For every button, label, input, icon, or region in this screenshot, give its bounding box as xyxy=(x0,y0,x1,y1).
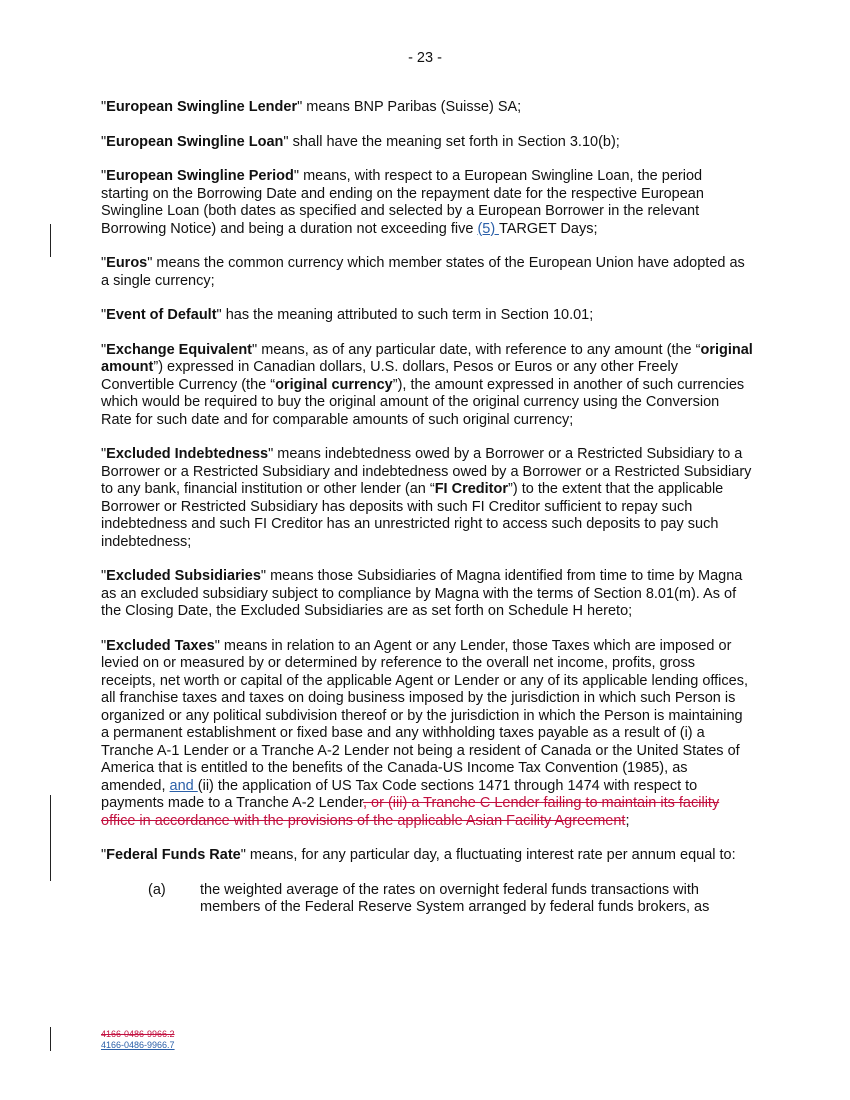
deleted-text: , or (iii) a Tranche C Lender failing to maintain its facility office in accordance with the provisions of the applicable Asian Facility Agreement xyxy=(101,795,720,829)
quote: " xyxy=(240,847,246,863)
change-bar xyxy=(50,1027,51,1051)
quote: " xyxy=(101,168,107,184)
document-id-inserted: 4166-0486-9966.7 xyxy=(101,1040,175,1050)
quote: " xyxy=(216,307,222,323)
quote: " xyxy=(147,255,153,271)
definition-event-of-default xyxy=(101,307,753,325)
quote: " xyxy=(297,99,303,115)
definition-text: ”), the amount expressed in another of such currencies which would be required to buy the original amount of the original currency using the Conversion Rate for such date and for comparable amounts of such original currency; xyxy=(101,376,745,428)
quote: " xyxy=(214,637,220,654)
quote: " xyxy=(101,341,107,358)
definition-text: means those Subsidiaries of Magna identified from time to time by Magna as an excluded subsidiary subject to compliance by Magna with the terms of Section 8.01(m). As of the Closing Date, the Excluded Subsidiaries are as set forth on Schedule H hereto; xyxy=(101,568,743,619)
definition-excluded-subsidiaries xyxy=(101,568,753,621)
defined-term: Exchange Equivalent xyxy=(106,341,253,358)
quote: " xyxy=(283,133,289,150)
list-item-label: (a) xyxy=(148,881,166,898)
quote: " xyxy=(101,847,107,863)
defined-term: Federal Funds Rate xyxy=(106,847,241,863)
definition-text: (ii) the application of US Tax Code sections 1471 through 1474 with respect to payments made to a Tranche A-2 Lender xyxy=(101,777,698,811)
definition-text: means indebtedness owed by a Borrower or a Restricted Subsidiary to a Borrower or a Restricted Subsidiary and indebtedness owed by a Borrower or a Restricted Subsidiary to any bank, financial institution or other lender (an “ xyxy=(101,446,752,497)
definition-excluded-indebtedness xyxy=(101,446,753,551)
definition-text: has the meaning attributed to such term in Section 10.01; xyxy=(221,307,594,323)
defined-term: FI Creditor xyxy=(434,481,509,497)
defined-term: Excluded Indebtedness xyxy=(106,446,269,462)
definition-european-swingline-lender xyxy=(101,99,753,117)
definition-text: TARGET Days; xyxy=(498,220,598,237)
list-item xyxy=(148,882,753,917)
definition-exchange-equivalent xyxy=(101,342,753,430)
page-number: - 23 - xyxy=(408,50,442,66)
definition-text: means, with respect to a European Swingline Loan, the period starting on the Borrowing Date and ending on the repayment date for the respective European Swingline Loan (both dates as specified and selected by a European Borrower in the relevant Borrowing Notice) and being a duration not exceeding five xyxy=(101,168,704,237)
defined-term: original amount xyxy=(101,341,753,375)
definition-european-swingline-loan xyxy=(101,134,753,152)
definitions-body xyxy=(101,99,753,917)
definition-text: shall have the meaning set forth in Section 3.10(b); xyxy=(288,133,620,150)
inserted-text: (5) xyxy=(477,220,499,237)
defined-term: European Swingline Loan xyxy=(106,133,284,150)
defined-term: European Swingline Period xyxy=(106,168,294,184)
definition-european-swingline-period xyxy=(101,168,753,238)
quote: " xyxy=(252,341,258,358)
defined-term: Event of Default xyxy=(106,307,217,323)
quote: " xyxy=(260,568,267,584)
defined-term: Excluded Subsidiaries xyxy=(106,568,261,584)
definition-text: means, as of any particular date, with reference to any amount (the “ xyxy=(257,341,701,358)
change-bar xyxy=(50,795,51,881)
defined-term: European Swingline Lender xyxy=(106,99,298,115)
definition-excluded-taxes xyxy=(101,638,753,831)
quote: " xyxy=(293,168,300,184)
definition-text: ; xyxy=(625,812,630,829)
definition-text: means in relation to an Agent or any Lender, those Taxes which are imposed or levied on or measured by or determined by reference to the overall net income, profits, gross receipts, net worth or capital of the applicable Agent or Lender or any of its applicable lending offices, all franchise taxes and taxes on doing business imposed by the jurisdiction in which such Person is organized or any political subdivision thereof or by the jurisdiction in which the Person is maintaining a permanent establishment or fixed base and any withholding taxes payable as a result of (i) a Tranche A-1 Lender or a Tranche A-2 Lender not being a resident of Canada or the United States of America that is entitled to the benefits of the Canada-US Income Tax Convention (1985), as amended, xyxy=(101,637,748,794)
definition-text: means BNP Paribas (Suisse) SA; xyxy=(302,99,522,115)
quote: " xyxy=(268,446,274,462)
quote: " xyxy=(101,307,107,323)
document-id-deleted: 4166-0486-9966.2 xyxy=(101,1029,175,1039)
defined-term: original currency xyxy=(275,376,393,393)
document-id-footer xyxy=(101,1029,175,1051)
definition-text: ”) expressed in Canadian dollars, U.S. dollars, Pesos or Euros or any other Freely Convertible Currency (the “ xyxy=(101,359,679,393)
list-item-text: the weighted average of the rates on overnight federal funds transactions with members of the Federal Reserve System arranged by federal funds brokers, as xyxy=(200,881,710,915)
quote: " xyxy=(101,133,107,150)
definition-text: ”) to the extent that the applicable Borrower or Restricted Subsidiary has deposits with such FI Creditor sufficient to repay such indebtedness and such FI Creditor has an unrestricted right to access such deposits to pay such indebtedness; xyxy=(101,481,724,550)
quote: " xyxy=(101,99,107,115)
inserted-text: and xyxy=(169,777,198,794)
defined-term: Excluded Taxes xyxy=(106,637,215,654)
definition-euros xyxy=(101,255,753,290)
quote: " xyxy=(101,637,107,654)
quote: " xyxy=(101,568,107,584)
defined-term: Euros xyxy=(106,255,148,271)
definition-text: means, for any particular day, a fluctuating interest rate per annum equal to: xyxy=(245,847,736,863)
quote: " xyxy=(101,255,107,271)
quote: " xyxy=(101,446,107,462)
change-bar xyxy=(50,224,51,257)
definition-federal-funds-rate xyxy=(101,847,753,865)
definition-text: means the common currency which member states of the European Union have adopted as a single currency; xyxy=(101,255,745,289)
